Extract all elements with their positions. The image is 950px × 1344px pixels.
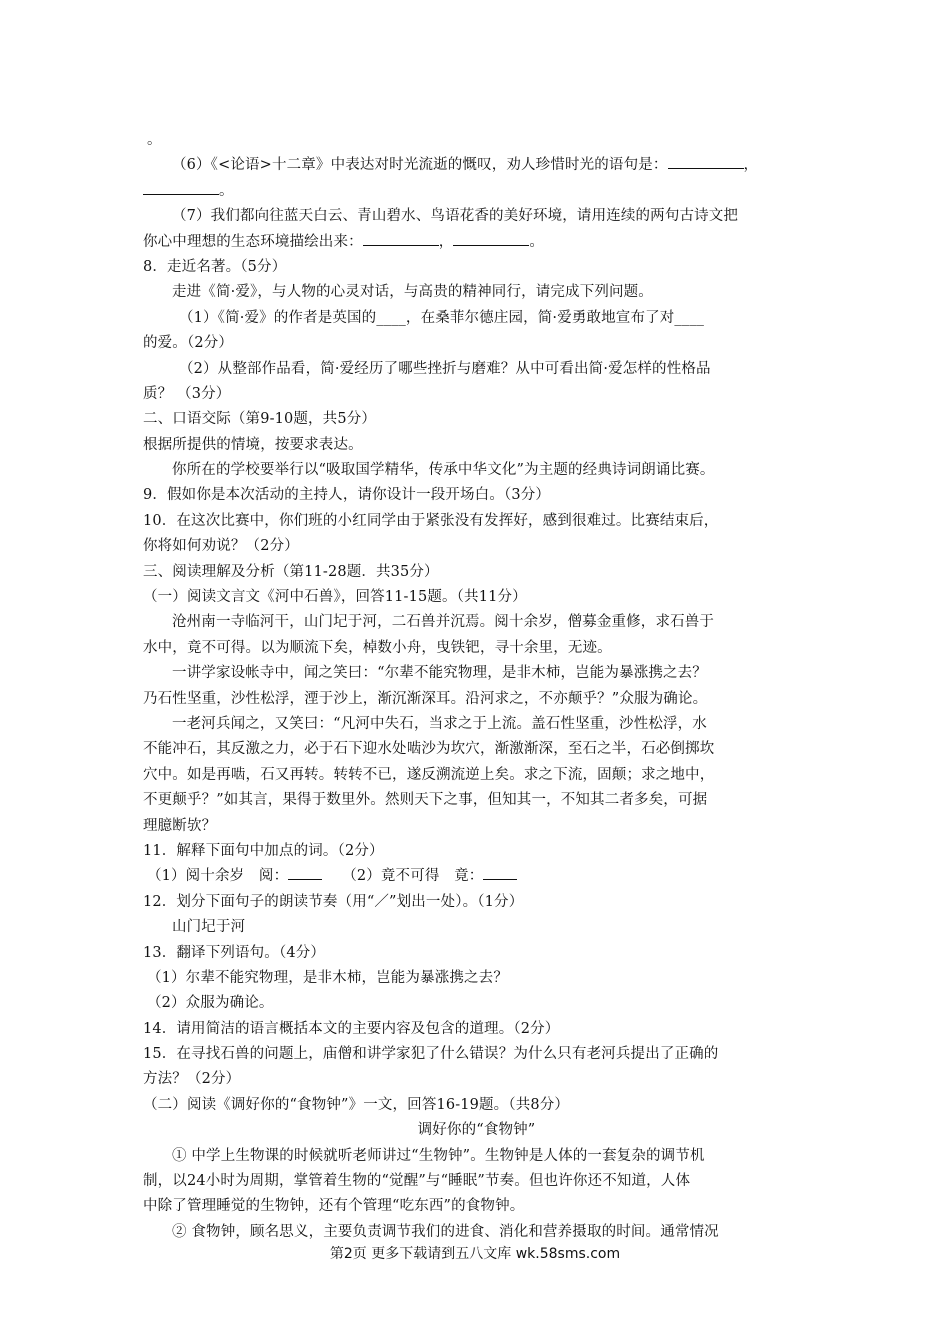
passage-line: ① 中学上生物课的时候就听老师讲过“生物钟”。生物钟是人体的一套复杂的调节机: [172, 1147, 705, 1164]
question-6-line-2: 。: [143, 179, 810, 204]
text-line: （1）《简·爱》的作者是英国的____，在桑菲尔德庄园，简·爱勇敢地宣布了对____: [179, 309, 704, 326]
subsection-1-heading: （一）阅读文言文《河中石兽》，回答11-15题。（共11分）: [143, 589, 527, 606]
answer-blank: [483, 865, 517, 880]
passage-line: 制，以24小时为周期，掌管着生物的“觉醒”与“睡眠”节奏。但也许你还不知道，人体: [143, 1173, 691, 1190]
answer-blank: [453, 231, 529, 246]
question-13: 13．翻译下列语句。（4分）: [143, 944, 326, 961]
text-line: 的爱。（2分）: [143, 335, 234, 352]
text-line: 走进《简·爱》，与人物的心灵对话，与高贵的精神同行，请完成下列问题。: [172, 284, 653, 301]
question-11-items: （1）阅十余岁 阅： （2）竟不可得 竟：: [143, 864, 810, 889]
passage-line: 理臆断欤？: [143, 817, 217, 834]
answer-blank: [143, 180, 219, 195]
question-14: 14．请用简洁的语言概括本文的主要内容及包含的道理。（2分）: [143, 1020, 560, 1037]
passage-line: 一老河兵闻之，又笑曰：“凡河中失石，当求之于上流。盖石性坚重，沙性松浮，水: [172, 715, 707, 732]
passage-line: 中除了管理睡觉的生物钟，还有个管理“吃东西”的食物钟。: [143, 1198, 525, 1215]
question-10-line-1: 10．在这次比赛中，你们班的小红同学由于紧张没有发挥好，感到很难过。比赛结束后，: [143, 512, 719, 529]
article-title: 调好你的“食物钟”: [417, 1122, 536, 1139]
question-10-line-2: 你将如何劝说？（2分）: [143, 538, 299, 555]
section-3-heading: 三、阅读理解及分析（第11-28题．共35分）: [143, 563, 439, 580]
answer-blank: [668, 154, 744, 169]
question-15-line-2: 方法？（2分）: [143, 1071, 241, 1088]
page-body: [143, 128, 810, 1245]
answer-blank: [363, 231, 439, 246]
question-11: 11．解释下面句中加点的词。（2分）: [143, 842, 384, 859]
text-line: （1）尔辈不能究物理，是非木柿，岂能为暴涨携之去？: [147, 969, 508, 986]
question-8-heading: 8．走近名著。（5分）: [143, 258, 287, 275]
section-2-heading: 二、口语交际（第9-10题，共5分）: [143, 411, 376, 428]
question-12: 12．划分下面句子的朗读节奏（用“／”划出一处）。（1分）: [143, 893, 524, 910]
text-line: 质？ （3分）: [143, 385, 231, 402]
question-9: 9．假如你是本次活动的主持人，请你设计一段开场白。（3分）: [143, 487, 551, 504]
passage-line: 一讲学家设帐寺中，闻之笑曰：“尔辈不能究物理，是非木柿，岂能为暴涨携之去？: [172, 665, 707, 682]
page-footer: 第2页 更多下载请到五八文库 wk.58sms.com: [329, 1246, 621, 1262]
question-7-line-2: 你心中理想的生态环境描绘出来： ， 。: [143, 230, 810, 255]
text-line: 。: [147, 132, 162, 148]
text-line: （2）众服为确论。: [147, 995, 274, 1012]
passage-line: 乃石性坚重，沙性松浮，湮于沙上，渐沉渐深耳。沿河求之，不亦颠乎？”众服为确论。: [143, 690, 708, 707]
text-line: （2）从整部作品看，简·爱经历了哪些挫折与磨难？从中可看出简·爱怎样的性格品: [179, 360, 711, 377]
answer-blank: [288, 865, 322, 880]
passage-line: 不能冲石，其反激之力，必于石下迎水处啮沙为坎穴，渐激渐深，至石之半，石必倒掷坎: [143, 741, 715, 758]
passage-line: 水中，竟不可得。以为顺流下矣，棹数小舟，曳铁钯，寻十余里，无迹。: [143, 639, 612, 656]
subsection-2-heading: （二）阅读《调好你的“食物钟”》一文，回答16-19题。（共8分）: [143, 1096, 570, 1113]
passage-line: 穴中。如是再啮，石又再转。转转不已，遂反溯流逆上矣。求之下流，固颠；求之地中，: [143, 766, 715, 783]
passage-line: ② 食物钟，顾名思义，主要负责调节我们的进食、消化和营养摄取的时间。通常情况: [172, 1223, 719, 1240]
text-line: 你所在的学校要举行以“吸取国学精华，传承中华文化”为主题的经典诗词朗诵比赛。: [172, 462, 715, 479]
question-7-line-1: （7）我们都向往蓝天白云、青山碧水、鸟语花香的美好环境，请用连续的两句古诗文把: [172, 208, 739, 225]
text-line: 山门圮于河: [172, 919, 246, 936]
passage-line: 不更颠乎？”如其言，果得于数里外。然则天下之事，但知其一，不知其二者多矣，可据: [143, 792, 708, 809]
passage-line: 沧州南一寺临河干，山门圮于河，二石兽并沉焉。阅十余岁，僧募金重修，求石兽于: [172, 614, 715, 631]
text-line: 根据所提供的情境，按要求表达。: [143, 436, 363, 453]
question-6-line-1: （6）《<论语>十二章》中表达对时光流逝的慨叹，劝人珍惜时光的语句是： ，: [143, 153, 810, 178]
question-15-line-1: 15．在寻找石兽的问题上，庙僧和讲学家犯了什么错误？为什么只有老河兵提出了正确的: [143, 1046, 719, 1063]
